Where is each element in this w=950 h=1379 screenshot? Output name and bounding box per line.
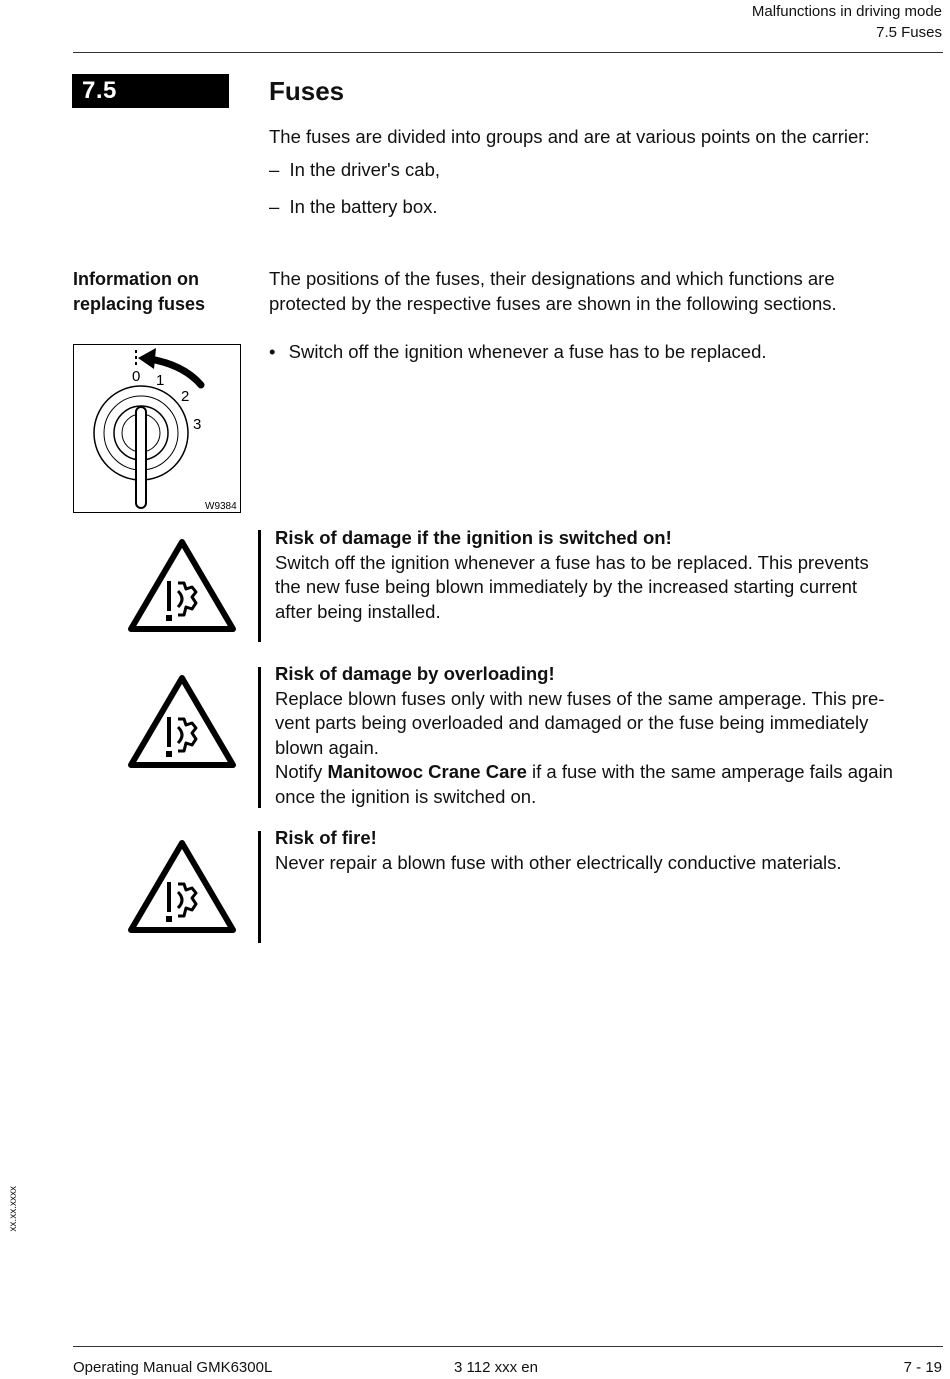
footer-rule <box>73 1346 943 1347</box>
notify-prefix: Notify <box>275 761 328 782</box>
warning-bar <box>258 530 261 642</box>
position-2: 2 <box>181 388 190 405</box>
side-heading-line: replacing fuses <box>73 294 206 314</box>
footer-page: 7 - 19 <box>903 1359 942 1376</box>
warning-block <box>275 526 943 624</box>
header-section: 7.5 Fuses <box>876 24 942 41</box>
footer-manual: Operating Manual GMK6300L <box>73 1359 273 1376</box>
position-1: 1 <box>156 372 165 389</box>
warning-title: Risk of fire! <box>275 827 377 848</box>
list-item-text: In the driver's cab, <box>289 159 441 180</box>
notify-company: Manitowoc Crane Care <box>327 761 527 782</box>
ignition-key-icon <box>74 345 240 512</box>
warning-line: after being installed. <box>275 600 441 622</box>
ignition-switch-figure <box>73 344 241 513</box>
position-0: 0 <box>132 368 141 385</box>
warning-line: Never repair a blown fuse with other electrically conductive materials. <box>275 851 842 873</box>
header-chapter: Malfunctions in driving mode <box>751 3 942 20</box>
info-text-line: protected by the respective fuses are shown in the following sections. <box>269 292 837 314</box>
dash-marker: – <box>269 196 280 217</box>
bullet-marker: • <box>269 341 276 362</box>
warning-line: Replace blown fuses only with new fuses of the same amperage. This pre- <box>275 687 885 709</box>
warning-triangle-icon <box>126 673 238 771</box>
warning-line: Switch off the ignition whenever a fuse has to be replaced. This prevents <box>275 551 869 573</box>
warning-notify <box>275 760 943 785</box>
warning-block <box>275 662 943 809</box>
info-text-line: The positions of the fuses, their designations and which functions are <box>269 268 835 289</box>
warning-title: Risk of damage if the ignition is switched on! <box>275 527 672 548</box>
header-rule <box>73 52 943 53</box>
list-item <box>269 195 438 220</box>
warning-line: once the ignition is switched on. <box>275 785 537 807</box>
list-item-text: In the battery box. <box>289 196 438 217</box>
section-number: 7.5 <box>72 74 229 108</box>
side-heading-line: Information on <box>73 269 199 289</box>
warning-triangle-icon <box>126 537 238 635</box>
warning-title: Risk of damage by overloading! <box>275 663 555 684</box>
list-item <box>269 158 440 183</box>
warning-bar <box>258 831 261 943</box>
warning-line: blown again. <box>275 736 379 758</box>
side-code: xx.xx.xxxx <box>8 1186 19 1232</box>
info-text <box>269 267 837 316</box>
running-header <box>752 1 942 43</box>
warning-block <box>275 826 943 875</box>
dash-marker: – <box>269 159 280 180</box>
intro-text: The fuses are divided into groups and are at various points on the carrier: <box>269 126 870 147</box>
position-3: 3 <box>193 416 202 433</box>
figure-id: W9384 <box>205 501 237 512</box>
warning-triangle-icon <box>126 838 238 936</box>
notify-suffix: if a fuse with the same amperage fails again <box>526 761 893 782</box>
page-title: Fuses <box>269 76 345 106</box>
footer-docnum: 3 112 xxx en <box>454 1359 538 1376</box>
warning-line: the new fuse being blown immediately by the increased starting current <box>275 576 858 597</box>
bullet-text: Switch off the ignition whenever a fuse has to be replaced. <box>288 341 767 362</box>
warning-bar <box>258 667 261 808</box>
side-heading <box>73 267 205 317</box>
warning-line: vent parts being overloaded and damaged or the fuse being immediately <box>275 712 869 733</box>
bullet-item <box>269 340 767 365</box>
